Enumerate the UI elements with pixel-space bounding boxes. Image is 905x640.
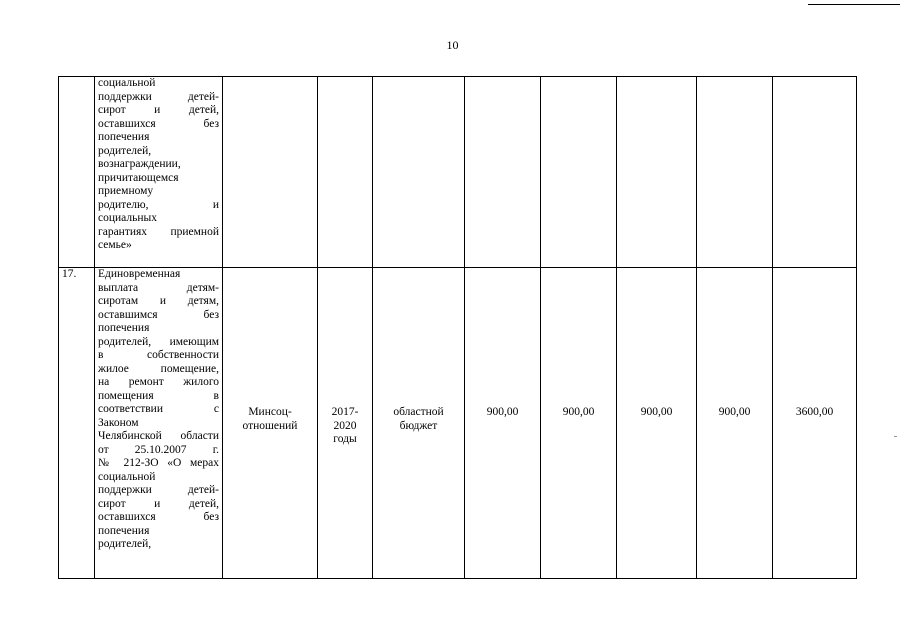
table-row — [59, 77, 857, 268]
top-rule — [808, 4, 900, 5]
executor-cell — [223, 77, 318, 268]
amount-2017: 900,00 — [465, 268, 541, 579]
description-line: попечения — [98, 131, 150, 143]
period-text-line: 2017- — [331, 406, 359, 418]
description-line: поддержки детей- — [98, 90, 219, 103]
description-line: оставшихся без — [98, 511, 219, 523]
source-cell — [373, 268, 465, 579]
description-line: жилое помещение, — [98, 362, 219, 375]
description-line: выплата детям- — [98, 281, 219, 294]
period-text-line: годы — [333, 433, 357, 445]
description-line: вознаграждении, — [98, 158, 181, 170]
description-cell — [95, 268, 223, 579]
source-text-line: бюджет — [399, 419, 438, 432]
description-line: приемному — [98, 185, 154, 197]
description-line: сирот и детей, — [98, 104, 219, 116]
amount-cell — [541, 77, 617, 268]
description-line: соответствии с — [98, 403, 219, 415]
description-line: Единовременная — [98, 268, 181, 280]
description-line: поддержки детей- — [98, 484, 219, 496]
source-cell — [373, 77, 465, 268]
description-line: от 25.10.2007 г. — [98, 443, 219, 456]
period-cell — [318, 268, 373, 579]
amount-cell — [617, 77, 697, 268]
description-cell — [95, 77, 223, 268]
total-cell — [773, 77, 857, 268]
program-table — [58, 76, 857, 579]
description-line: попечения — [98, 524, 150, 537]
description-line: социальной — [98, 77, 156, 89]
scan-mark — [894, 436, 897, 437]
description-line: Челябинской области — [98, 430, 219, 442]
description-line: оставшихся без — [98, 117, 219, 130]
description-line: попечения — [98, 322, 150, 334]
description-line: семье» — [98, 239, 132, 251]
executor-text-line: отношений — [242, 419, 298, 432]
period-text-line: 2020 — [333, 419, 357, 432]
description-line: в собственности — [98, 349, 219, 361]
amount-2019: 900,00 — [617, 268, 697, 579]
source-text-line: областной — [393, 406, 444, 418]
executor-cell — [223, 268, 318, 579]
amount-2018: 900,00 — [541, 268, 617, 579]
table-row — [59, 268, 857, 579]
executor-text-line: Минсоц- — [248, 406, 292, 418]
description-line: родителей, — [98, 538, 152, 550]
description-line: родителей, имеющим — [98, 335, 219, 348]
description-line: на ремонт жилого — [98, 376, 219, 388]
description-line: оставшимся без — [98, 308, 219, 321]
amount-2020: 900,00 — [697, 268, 773, 579]
number-cell — [59, 77, 95, 268]
description-line: родителю, и — [98, 198, 219, 211]
description-line: Законом — [98, 416, 139, 429]
description-line: помещения в — [98, 389, 219, 402]
description-line: № 212-ЗО «О мерах — [98, 457, 219, 469]
amount-cell — [697, 77, 773, 268]
description-line: сирот и детей, — [98, 497, 219, 510]
amount-cell — [465, 77, 541, 268]
period-cell — [318, 77, 373, 268]
description-line: причитающемся — [98, 171, 179, 184]
description-line: социальных — [98, 212, 157, 224]
description-line: сиротам и детям, — [98, 295, 219, 307]
row-number: 17. — [59, 268, 95, 579]
description-line: гарантиях приемной — [98, 225, 219, 238]
total-amount: 3600,00 — [773, 268, 857, 579]
description-line: социальной — [98, 470, 156, 483]
description-line: родителей, — [98, 144, 152, 157]
page-number: 10 — [446, 38, 459, 52]
